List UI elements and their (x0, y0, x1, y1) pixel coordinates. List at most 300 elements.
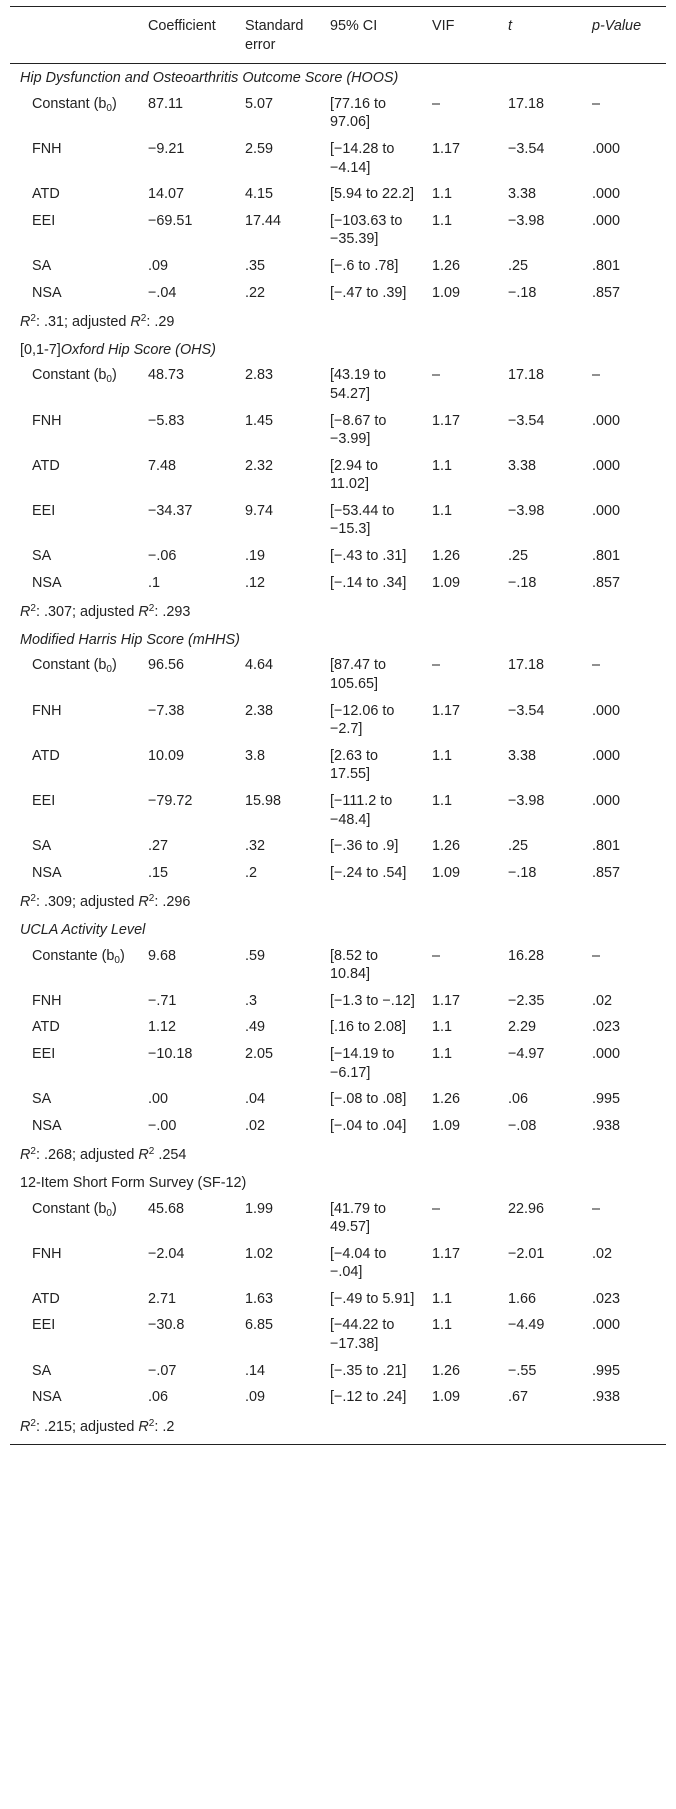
r-sup: 2 (30, 893, 36, 905)
cell-vif: 1.1 (432, 186, 453, 203)
cell-ci: [−14.28 to −4.14] (330, 140, 395, 176)
cell-variable (10, 698, 142, 743)
cell-t: −.18 (508, 864, 537, 881)
section-header (10, 64, 666, 91)
cell-t: .25 (508, 257, 529, 274)
cell-p-value: .938 (592, 1389, 621, 1406)
cell-p-value: .000 (592, 747, 621, 764)
cell-ci: [8.52 to 10.84] (330, 947, 379, 983)
table-row (10, 280, 666, 307)
cell-p-value: .857 (592, 574, 621, 591)
cell-vif: 1.1 (432, 212, 453, 229)
cell-variable (10, 988, 142, 1015)
table-row (10, 652, 666, 697)
cell-p-value: .995 (592, 1362, 621, 1379)
table-row (10, 1113, 666, 1140)
cell-standard-error: .14 (245, 1362, 266, 1379)
cell-p-value: .801 (592, 548, 621, 565)
variable-name: NSA (32, 864, 62, 881)
cell-variable (10, 1312, 142, 1357)
r-label: R (20, 604, 31, 621)
table-row (10, 362, 666, 407)
cell-p-value: .000 (592, 702, 621, 719)
r-label-adjusted: R (138, 894, 149, 911)
cell-standard-error: 2.38 (245, 702, 274, 719)
cell-vif: 1.09 (432, 574, 461, 591)
cell-coefficient: −.06 (148, 548, 177, 565)
cell-coefficient: 2.71 (148, 1290, 177, 1307)
variable-name: FNH (32, 412, 62, 429)
cell-t: 22.96 (508, 1200, 545, 1217)
cell-ci: [43.19 to 54.27] (330, 367, 387, 402)
cell-coefficient: .00 (148, 1091, 169, 1108)
cell-p-value: .995 (592, 1091, 621, 1108)
r-sup-adjusted: 2 (148, 1417, 155, 1429)
table-row (10, 988, 666, 1015)
cell-coefficient: 10.09 (148, 747, 185, 764)
variable-name: NSA (32, 1117, 62, 1134)
r-squared-cell (10, 596, 666, 626)
cell-t: −3.54 (508, 140, 545, 157)
cell-t: 17.18 (508, 95, 545, 112)
section-title-text: Hip Dysfunction and Osteoarthritis Outcome Score (HOOS) (20, 70, 399, 87)
variable-name: NSA (32, 1389, 62, 1406)
cell-coefficient: 7.48 (148, 457, 177, 474)
r-sup: 2 (30, 1146, 36, 1158)
r-label-adjusted: R (138, 604, 149, 621)
header-blank (10, 7, 142, 64)
cell-coefficient: 45.68 (148, 1200, 185, 1217)
section-title (10, 1169, 666, 1196)
cell-t: .06 (508, 1091, 529, 1108)
cell-vif: 1.1 (432, 457, 453, 474)
table-body (10, 64, 666, 1445)
cell-ci: [.16 to 2.08] (330, 1019, 407, 1036)
section-title (10, 626, 666, 653)
variable-name: FNH (32, 992, 62, 1009)
cell-coefficient: 96.56 (148, 657, 185, 674)
cell-p-value: .801 (592, 257, 621, 274)
cell-vif: 1.26 (432, 838, 461, 855)
variable-name: ATD (32, 747, 60, 764)
table-row (10, 570, 666, 597)
table-row (10, 860, 666, 887)
cell-variable (10, 1041, 142, 1086)
cell-coefficient: −7.38 (148, 702, 185, 719)
table-header (10, 7, 666, 64)
cell-variable (10, 860, 142, 887)
r-squared-row (10, 306, 666, 336)
cell-standard-error: .3 (245, 992, 258, 1009)
adjusted-r-squared-value: : .293 (154, 604, 191, 621)
cell-variable (10, 1196, 142, 1241)
cell-ci: [−.14 to .34] (330, 574, 407, 591)
cell-t: .25 (508, 838, 529, 855)
r-squared-cell (10, 1139, 666, 1169)
r-squared-value: : .268; adjusted (35, 1147, 139, 1164)
r-sup-adjusted: 2 (148, 1146, 155, 1158)
variable-subscript: 0 (106, 374, 112, 386)
table-row (10, 181, 666, 208)
r-squared-value: : .309; adjusted (35, 894, 139, 911)
cell-t: −3.54 (508, 702, 545, 719)
cell-standard-error: 2.05 (245, 1045, 274, 1062)
variable-name: NSA (32, 284, 62, 301)
variable-name: SA (32, 1091, 52, 1108)
table-row (10, 498, 666, 543)
cell-coefficient: −69.51 (148, 212, 193, 229)
cell-ci: [−4.04 to −.04] (330, 1245, 387, 1281)
section-title (10, 64, 666, 91)
cell-t: −.18 (508, 284, 537, 301)
table-row (10, 91, 666, 136)
cell-standard-error: 2.32 (245, 457, 274, 474)
table-row (10, 833, 666, 860)
cell-ci: [−.36 to .9] (330, 838, 399, 855)
cell-variable (10, 788, 142, 833)
cell-vif: 1.1 (432, 1317, 453, 1334)
variable-name: Constant (b (32, 95, 107, 112)
r-sup: 2 (30, 313, 36, 325)
table-row (10, 1241, 666, 1286)
r-sup: 2 (30, 603, 36, 615)
cell-standard-error: .49 (245, 1019, 266, 1036)
variable-close: ) (119, 947, 125, 964)
cell-variable (10, 498, 142, 543)
cell-p-value: .000 (592, 186, 621, 203)
variable-name: FNH (32, 1245, 62, 1262)
r-label-adjusted: R (138, 1418, 149, 1435)
table-row (10, 1041, 666, 1086)
r-label-adjusted: R (138, 1147, 149, 1164)
cell-t: −3.98 (508, 502, 545, 519)
variable-subscript: 0 (106, 664, 112, 676)
adjusted-r-squared-value: : .29 (146, 314, 175, 331)
cell-p-value: – (592, 95, 601, 112)
cell-t: −4.97 (508, 1045, 545, 1062)
cell-vif: 1.17 (432, 1245, 461, 1262)
cell-ci: [−53.44 to −15.3] (330, 502, 395, 538)
cell-standard-error: .02 (245, 1117, 266, 1134)
table-row (10, 253, 666, 280)
cell-ci: [−.35 to .21] (330, 1362, 407, 1379)
cell-ci: [−.04 to .04] (330, 1117, 407, 1134)
cell-p-value: .000 (592, 140, 621, 157)
cell-t: −3.54 (508, 412, 545, 429)
variable-name: EEI (32, 1317, 56, 1334)
header-ci: 95% CI (324, 7, 426, 64)
cell-standard-error: .35 (245, 257, 266, 274)
table-row (10, 1196, 666, 1241)
r-sup-adjusted: 2 (140, 313, 147, 325)
table-row (10, 1384, 666, 1411)
cell-p-value: – (592, 1200, 601, 1217)
cell-vif: 1.09 (432, 864, 461, 881)
variable-name: Constant (b (32, 1200, 107, 1217)
cell-ci: [−.47 to .39] (330, 284, 407, 301)
r-label: R (20, 1147, 31, 1164)
cell-ci: [−.08 to .08] (330, 1091, 407, 1108)
cell-variable (10, 136, 142, 181)
variable-subscript: 0 (106, 102, 112, 114)
cell-coefficient: .09 (148, 257, 169, 274)
cell-p-value: .02 (592, 1245, 613, 1262)
cell-p-value: .023 (592, 1019, 621, 1036)
table-row (10, 1286, 666, 1313)
cell-coefficient: −30.8 (148, 1317, 185, 1334)
header-vif: VIF (426, 7, 502, 64)
r-squared-row (10, 886, 666, 916)
r-label: R (20, 314, 31, 331)
cell-coefficient: −79.72 (148, 793, 193, 809)
variable-name: ATD (32, 457, 60, 474)
variable-name: EEI (32, 212, 56, 229)
cell-variable (10, 1241, 142, 1286)
variable-name: EEI (32, 502, 56, 519)
table-row (10, 743, 666, 788)
cell-standard-error: .59 (245, 947, 266, 964)
cell-coefficient: 9.68 (148, 947, 177, 964)
cell-standard-error: 15.98 (245, 793, 282, 809)
cell-coefficient: .06 (148, 1389, 169, 1406)
cell-standard-error: 2.83 (245, 367, 274, 384)
cell-vif: 1.17 (432, 412, 461, 429)
cell-coefficient: 87.11 (148, 95, 183, 112)
variable-subscript: 0 (114, 954, 120, 966)
cell-vif: 1.1 (432, 793, 453, 809)
r-squared-value: : .307; adjusted (35, 604, 139, 621)
r-squared-row (10, 1139, 666, 1169)
cell-vif: – (432, 657, 441, 674)
cell-standard-error: 17.44 (245, 212, 282, 229)
cell-p-value: .801 (592, 838, 621, 855)
cell-coefficient: −10.18 (148, 1045, 193, 1062)
table-row (10, 788, 666, 833)
r-squared-cell (10, 886, 666, 916)
cell-p-value: – (592, 367, 601, 384)
table-row (10, 136, 666, 181)
cell-variable (10, 1014, 142, 1041)
cell-t: −3.98 (508, 793, 545, 809)
cell-vif: 1.1 (432, 1290, 453, 1307)
variable-name: EEI (32, 1045, 56, 1062)
cell-variable (10, 1286, 142, 1313)
cell-variable (10, 181, 142, 208)
cell-t: 3.38 (508, 747, 537, 764)
cell-ci: [−12.06 to −2.7] (330, 702, 395, 738)
cell-standard-error: 4.15 (245, 186, 274, 203)
cell-variable (10, 408, 142, 453)
cell-ci: [−103.63 to −35.39] (330, 212, 403, 248)
cell-vif: 1.1 (432, 1045, 453, 1062)
r-label: R (20, 894, 31, 911)
variable-name: SA (32, 838, 52, 855)
table-row (10, 208, 666, 253)
cell-vif: 1.1 (432, 1019, 453, 1036)
cell-ci: [−1.3 to −.12] (330, 992, 415, 1009)
cell-t: −2.35 (508, 992, 545, 1009)
cell-p-value: .000 (592, 457, 621, 474)
cell-ci: [−8.67 to −3.99] (330, 412, 387, 448)
cell-coefficient: −.07 (148, 1362, 177, 1379)
cell-standard-error: 1.02 (245, 1245, 274, 1262)
r-label: R (20, 1418, 31, 1435)
cell-t: 17.18 (508, 367, 545, 384)
cell-coefficient: .27 (148, 838, 169, 855)
cell-t: 1.66 (508, 1290, 537, 1307)
cell-vif: – (432, 95, 441, 112)
cell-vif: 1.17 (432, 992, 461, 1009)
variable-name: ATD (32, 1019, 60, 1036)
table-row (10, 1086, 666, 1113)
cell-vif: 1.26 (432, 548, 461, 565)
cell-p-value: .000 (592, 1317, 621, 1334)
cell-ci: [77.16 to 97.06] (330, 95, 387, 131)
cell-vif: – (432, 947, 441, 964)
header-standard-error: Standard error (239, 7, 324, 64)
cell-p-value: .000 (592, 793, 621, 809)
cell-ci: [5.94 to 22.2] (330, 186, 415, 203)
cell-p-value: – (592, 947, 601, 964)
cell-p-value: .000 (592, 502, 621, 519)
cell-t: −.08 (508, 1117, 537, 1134)
cell-variable (10, 1384, 142, 1411)
variable-name: FNH (32, 702, 62, 719)
cell-ci: [87.47 to 105.65] (330, 657, 387, 693)
cell-standard-error: 2.59 (245, 140, 274, 157)
cell-variable (10, 1113, 142, 1140)
regression-table (10, 6, 666, 1445)
variable-name: FNH (32, 140, 62, 157)
cell-coefficient: −9.21 (148, 140, 185, 157)
cell-vif: 1.26 (432, 257, 461, 274)
cell-standard-error: 4.64 (245, 657, 274, 674)
cell-t: .25 (508, 548, 529, 565)
section-title (10, 916, 666, 943)
cell-ci: [−.6 to .78] (330, 257, 399, 274)
cell-standard-error: .12 (245, 574, 266, 591)
table-row (10, 1358, 666, 1385)
table-row (10, 1014, 666, 1041)
cell-variable (10, 543, 142, 570)
cell-p-value: .857 (592, 284, 621, 301)
adjusted-r-squared-value: : .296 (154, 894, 191, 911)
cell-t: 3.38 (508, 186, 537, 203)
cell-vif: 1.26 (432, 1091, 461, 1108)
cell-coefficient: −34.37 (148, 502, 193, 519)
cell-standard-error: 1.63 (245, 1290, 274, 1307)
cell-ci: [−.24 to .54] (330, 864, 407, 881)
cell-variable (10, 833, 142, 860)
variable-name: ATD (32, 1290, 60, 1307)
cell-standard-error: .2 (245, 864, 258, 881)
cell-variable (10, 253, 142, 280)
variable-name: ATD (32, 186, 60, 203)
cell-ci: [−44.22 to −17.38] (330, 1317, 395, 1353)
cell-standard-error: .19 (245, 548, 266, 565)
cell-ci: [−.43 to .31] (330, 548, 407, 565)
cell-t: 16.28 (508, 947, 545, 964)
cell-variable (10, 208, 142, 253)
cell-standard-error: 1.99 (245, 1200, 274, 1217)
header-p-value: p-Value (586, 7, 666, 64)
cell-variable (10, 453, 142, 498)
section-title-prefix: [0,1-7] (20, 341, 61, 358)
r-squared-value: : .31; adjusted (35, 314, 131, 331)
cell-t: −2.01 (508, 1245, 545, 1262)
section-title-text: 12-Item Short Form Survey (SF-12) (20, 1174, 247, 1191)
variable-name: NSA (32, 574, 62, 591)
cell-t: −4.49 (508, 1317, 545, 1334)
cell-vif: 1.09 (432, 1389, 461, 1406)
variable-close: ) (111, 95, 117, 112)
cell-variable (10, 1358, 142, 1385)
cell-coefficient: 1.12 (148, 1019, 177, 1036)
variable-name: SA (32, 548, 52, 565)
cell-p-value: .000 (592, 212, 621, 229)
cell-standard-error: .04 (245, 1091, 266, 1108)
cell-ci: [−111.2 to −48.4] (330, 793, 393, 828)
cell-t: .67 (508, 1389, 529, 1406)
cell-vif: 1.17 (432, 702, 461, 719)
cell-standard-error: 1.45 (245, 412, 274, 429)
cell-variable (10, 91, 142, 136)
cell-variable (10, 570, 142, 597)
cell-t: 3.38 (508, 457, 537, 474)
r-squared-row (10, 596, 666, 626)
cell-ci: [41.79 to 49.57] (330, 1200, 387, 1236)
cell-standard-error: 6.85 (245, 1317, 274, 1334)
cell-standard-error: 9.74 (245, 502, 274, 519)
r-squared-row (10, 1411, 666, 1445)
cell-coefficient: .1 (148, 574, 161, 591)
cell-variable (10, 1086, 142, 1113)
cell-vif: 1.09 (432, 1117, 461, 1134)
variable-subscript: 0 (106, 1207, 112, 1219)
cell-vif: – (432, 367, 441, 384)
section-title-text: Oxford Hip Score (OHS) (60, 341, 216, 358)
header-coefficient: Coefficient (142, 7, 239, 64)
variable-name: Constante (b (32, 947, 115, 964)
cell-vif: 1.1 (432, 502, 453, 519)
cell-t: 17.18 (508, 657, 545, 674)
section-header (10, 626, 666, 653)
cell-coefficient: 48.73 (148, 367, 185, 384)
cell-coefficient: −.00 (148, 1117, 177, 1134)
variable-name: EEI (32, 793, 56, 809)
cell-p-value: .023 (592, 1290, 621, 1307)
cell-p-value: – (592, 657, 601, 674)
cell-vif: 1.17 (432, 140, 461, 157)
cell-coefficient: −.71 (148, 992, 177, 1009)
cell-vif: 1.1 (432, 747, 453, 764)
cell-vif: – (432, 1200, 441, 1217)
cell-t: −.18 (508, 574, 537, 591)
section-header (10, 916, 666, 943)
adjusted-r-squared-value: : .2 (154, 1418, 175, 1435)
cell-variable (10, 652, 142, 697)
table-row (10, 943, 666, 988)
section-header (10, 1169, 666, 1196)
r-sup-adjusted: 2 (148, 603, 155, 615)
variable-name: Constant (b (32, 367, 107, 384)
cell-t: −3.98 (508, 212, 545, 229)
variable-close: ) (111, 367, 117, 384)
table-row (10, 408, 666, 453)
cell-coefficient: .15 (148, 864, 169, 881)
variable-name: SA (32, 257, 52, 274)
cell-ci: [2.63 to 17.55] (330, 747, 379, 783)
